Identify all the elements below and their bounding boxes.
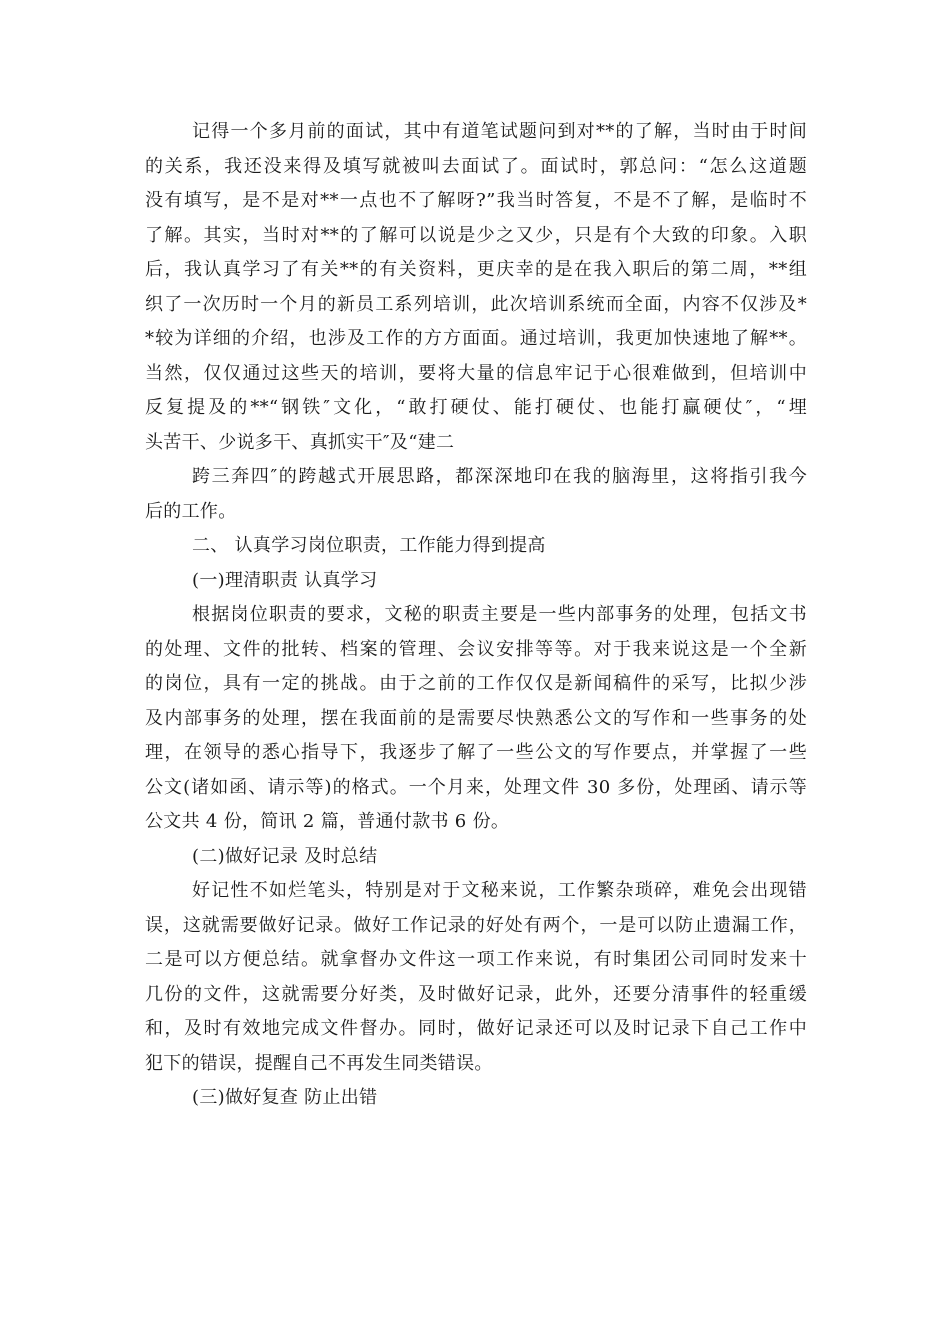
paragraph-line: 记得一个多月前的面试，其中有道笔试题问到对**的了解，当时由于时间 [192, 121, 807, 142]
paragraph-line: 公文(诸如函、请示等)的格式。一个月来，处理文件 30 多份，处理函、请示等 [145, 776, 807, 798]
paragraph-line: 和，及时有效地完成文件督办。同时，做好记录还可以及时记录下自己工作中 [145, 1018, 807, 1039]
subheading: (三)做好复查 防止出错 [192, 1087, 378, 1108]
paragraph-line: 没有填写，是不是对**一点也不了解呀?”我当时答复，不是不了解，是临时不 [145, 190, 807, 211]
paragraph-line: 后，我认真学习了有关**的有关资料，更庆幸的是在我入职后的第二周，**组 [145, 259, 807, 280]
subheading: (一)理清职责 认真学习 [192, 569, 378, 591]
paragraph-line: 了解。其实，当时对**的了解可以说是少之又少，只是有个大致的印象。入职 [145, 224, 807, 246]
paragraph-line: 当然，仅仅通过这些天的培训，要将大量的信息牢记于心很难做到，但培训中 [145, 362, 807, 384]
paragraph-line: 几份的文件，这就需要分好类，及时做好记录，此外，还要分清事件的轻重缓 [145, 983, 807, 1005]
paragraph-line: 的处理、文件的批转、档案的管理、会议安排等等。对于我来说这是一个全新 [145, 638, 807, 660]
paragraph-line: 及内部事务的处理，摆在我面前的是需要尽快熟悉公文的写作和一些事务的处 [145, 707, 807, 729]
paragraph [145, 598, 807, 840]
paragraph-line: 后的工作。 [145, 500, 237, 522]
paragraph-line: 犯下的错误，提醒自己不再发生同类错误。 [145, 1052, 493, 1074]
paragraph-line: 好记性不如烂笔头，特别是对于文秘来说，工作繁杂琐碎，难免会出现错 [192, 880, 807, 901]
paragraph-line: 二是可以方便总结。就拿督办文件这一项工作来说，有时集团公司同时发来十 [145, 949, 807, 970]
paragraph-line: 的关系，我还没来得及填写就被叫去面试了。面试时，郭总问：“怎么这道题 [145, 155, 807, 177]
paragraph-line: 的岗位，具有一定的挑战。由于之前的工作仅仅是新闻稿件的采写，比拟少涉 [145, 673, 807, 694]
paragraph-line: 反复提及的**“钢铁″文化，“敢打硬仗、能打硬仗、也能打赢硬仗″，“埋 [145, 397, 807, 418]
paragraph-line: *较为详细的介绍，也涉及工作的方方面面。通过培训，我更加快速地了解**。 [145, 328, 807, 349]
paragraph-line: 头苦干、少说多干、真抓实干″及“建二 [145, 431, 455, 453]
paragraph-line: 根据岗位职责的要求，文秘的职责主要是一些内部事务的处理，包括文书 [192, 604, 807, 625]
paragraph [145, 460, 807, 529]
paragraph [145, 115, 807, 460]
paragraph-line: 误，这就需要做好记录。做好工作记录的好处有两个，一是可以防止遗漏工作， [145, 914, 807, 936]
paragraph-line: 公文共 4 份，简讯 2 篇，普通付款书 6 份。 [145, 811, 510, 832]
subheading: (二)做好记录 及时总结 [192, 845, 378, 867]
section-heading: 二、 认真学习岗位职责，工作能力得到提高 [192, 535, 546, 556]
paragraph-line: 跨三奔四″的跨越式开展思路，都深深地印在我的脑海里，这将指引我今 [192, 466, 807, 487]
document-body [145, 115, 807, 1116]
paragraph-line: 理，在领导的悉心指导下，我逐步了解了一些公文的写作要点，并掌握了一些 [145, 742, 807, 763]
paragraph [145, 874, 807, 1081]
paragraph-line: 织了一次历时一个月的新员工系列培训，此次培训系统而全面，内容不仅涉及* [145, 293, 807, 315]
